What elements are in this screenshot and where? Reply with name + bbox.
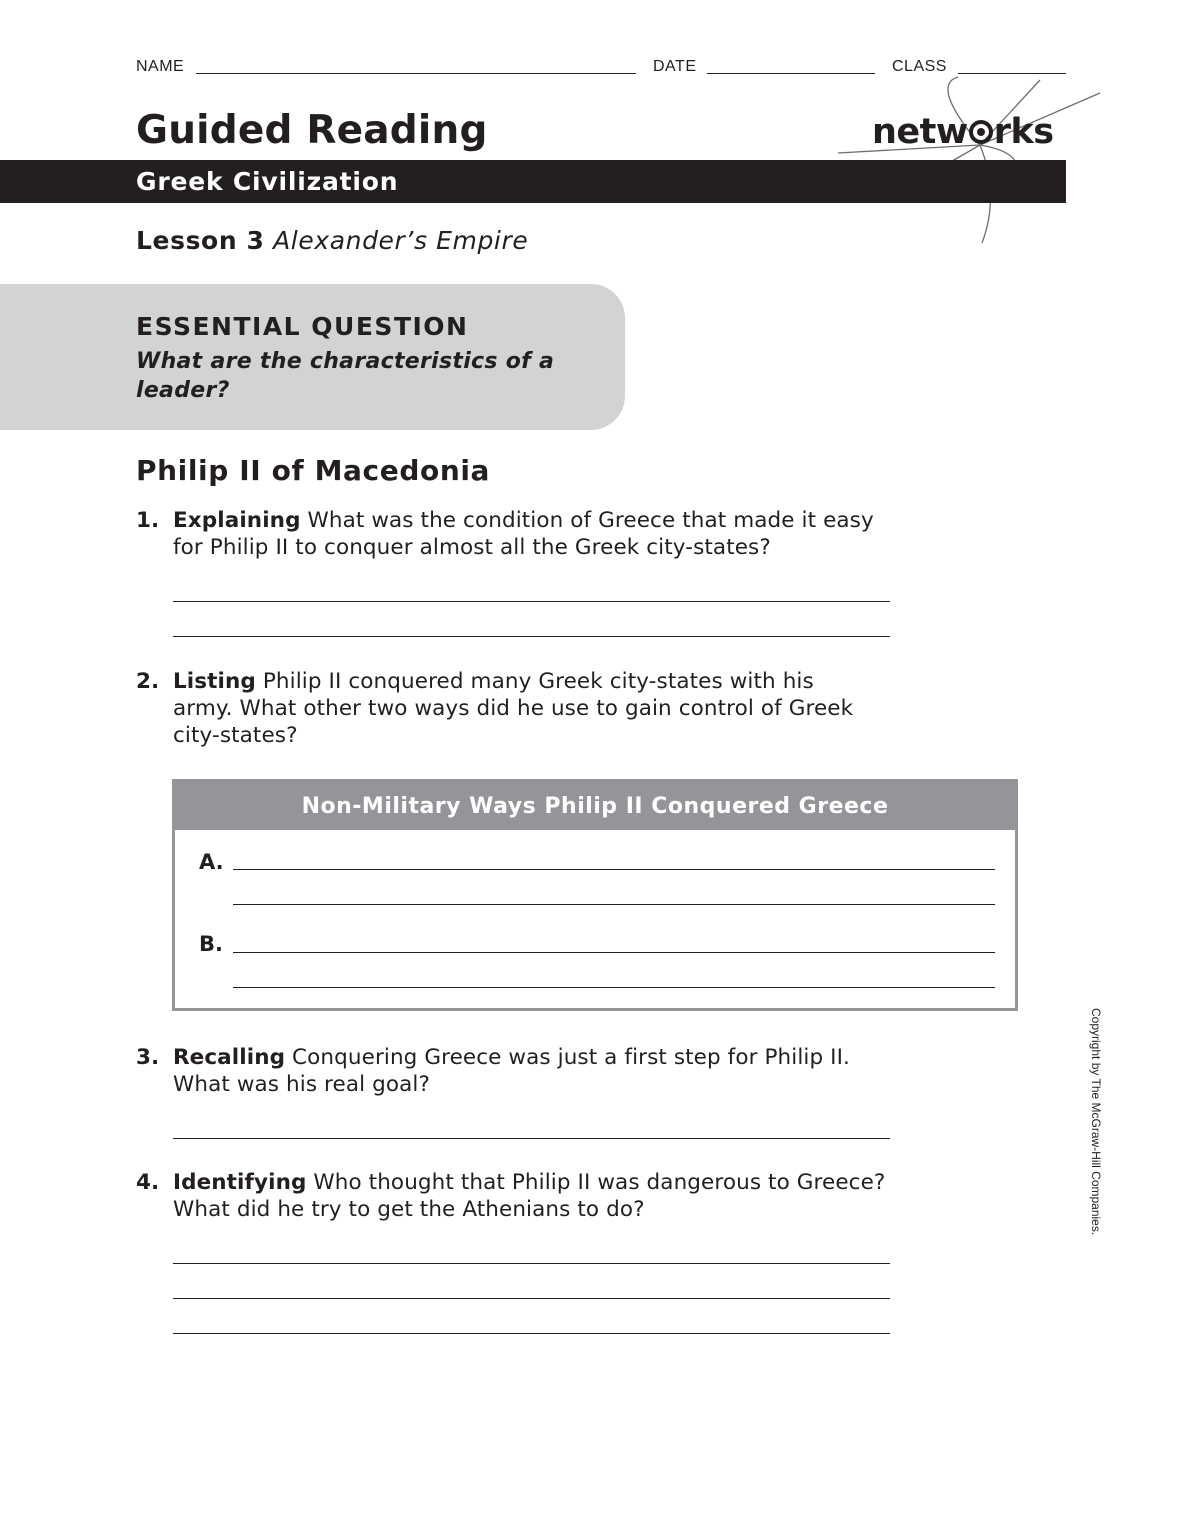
question-number: 3. bbox=[136, 1045, 160, 1070]
brand-suffix: rks bbox=[993, 112, 1054, 152]
chapter-title: Greek Civilization bbox=[136, 167, 399, 196]
brand-prefix: netw bbox=[872, 112, 968, 152]
lesson-name: Alexander’s Empire bbox=[273, 226, 529, 255]
answer-line[interactable] bbox=[233, 952, 995, 953]
name-field[interactable] bbox=[196, 73, 636, 74]
answer-line[interactable] bbox=[233, 904, 995, 905]
question-number: 2. bbox=[136, 669, 160, 694]
question-number: 1. bbox=[136, 508, 160, 533]
question-text: Philip II conquered many Greek city-states with his army. What other two ways did he use to gain control of Greek city-states? bbox=[173, 669, 854, 748]
date-field[interactable] bbox=[707, 73, 875, 74]
class-label: CLASS bbox=[892, 58, 947, 75]
date-label: DATE bbox=[653, 58, 697, 75]
question-text: What was the condition of Greece that made it easy for Philip II to conquer almost all the Greek city-states? bbox=[173, 508, 874, 560]
brand-o-icon bbox=[969, 120, 993, 144]
essential-question-text: What are the characteristics of a leader? bbox=[136, 349, 555, 403]
answer-line[interactable] bbox=[173, 1263, 890, 1264]
row-label-b: B. bbox=[199, 932, 223, 956]
copyright-notice: Copyright by The McGraw-Hill Companies. bbox=[1089, 1008, 1103, 1236]
question-keyword: Listing bbox=[173, 669, 256, 694]
question-text: Who thought that Philip II was dangerous to Greece? What did he try to get the Athenians to do? bbox=[173, 1170, 886, 1222]
class-field[interactable] bbox=[958, 73, 1066, 74]
essential-question-heading: ESSENTIAL QUESTION bbox=[136, 312, 469, 341]
lesson-title bbox=[136, 226, 528, 255]
brand-logo bbox=[872, 112, 1054, 152]
section-heading: Philip II of Macedonia bbox=[136, 454, 491, 487]
row-label-a: A. bbox=[199, 850, 224, 874]
question-text: Conquering Greece was just a first step for Philip II. What was his real goal? bbox=[173, 1045, 850, 1097]
table-title: Non-Military Ways Philip II Conquered Greece bbox=[301, 794, 889, 819]
name-label: NAME bbox=[136, 58, 185, 75]
lesson-number: Lesson 3 bbox=[136, 226, 265, 255]
answer-line[interactable] bbox=[173, 601, 890, 602]
answer-line[interactable] bbox=[173, 1138, 890, 1139]
answer-line[interactable] bbox=[233, 869, 995, 870]
question-keyword: Recalling bbox=[173, 1045, 286, 1070]
answer-line[interactable] bbox=[173, 1333, 890, 1334]
answer-line[interactable] bbox=[173, 636, 890, 637]
page-title: Guided Reading bbox=[136, 108, 488, 153]
answer-table bbox=[172, 779, 1018, 1011]
question-number: 4. bbox=[136, 1170, 160, 1195]
question-keyword: Explaining bbox=[173, 508, 301, 533]
answer-line[interactable] bbox=[233, 987, 995, 988]
question-keyword: Identifying bbox=[173, 1170, 307, 1195]
answer-line[interactable] bbox=[173, 1298, 890, 1299]
